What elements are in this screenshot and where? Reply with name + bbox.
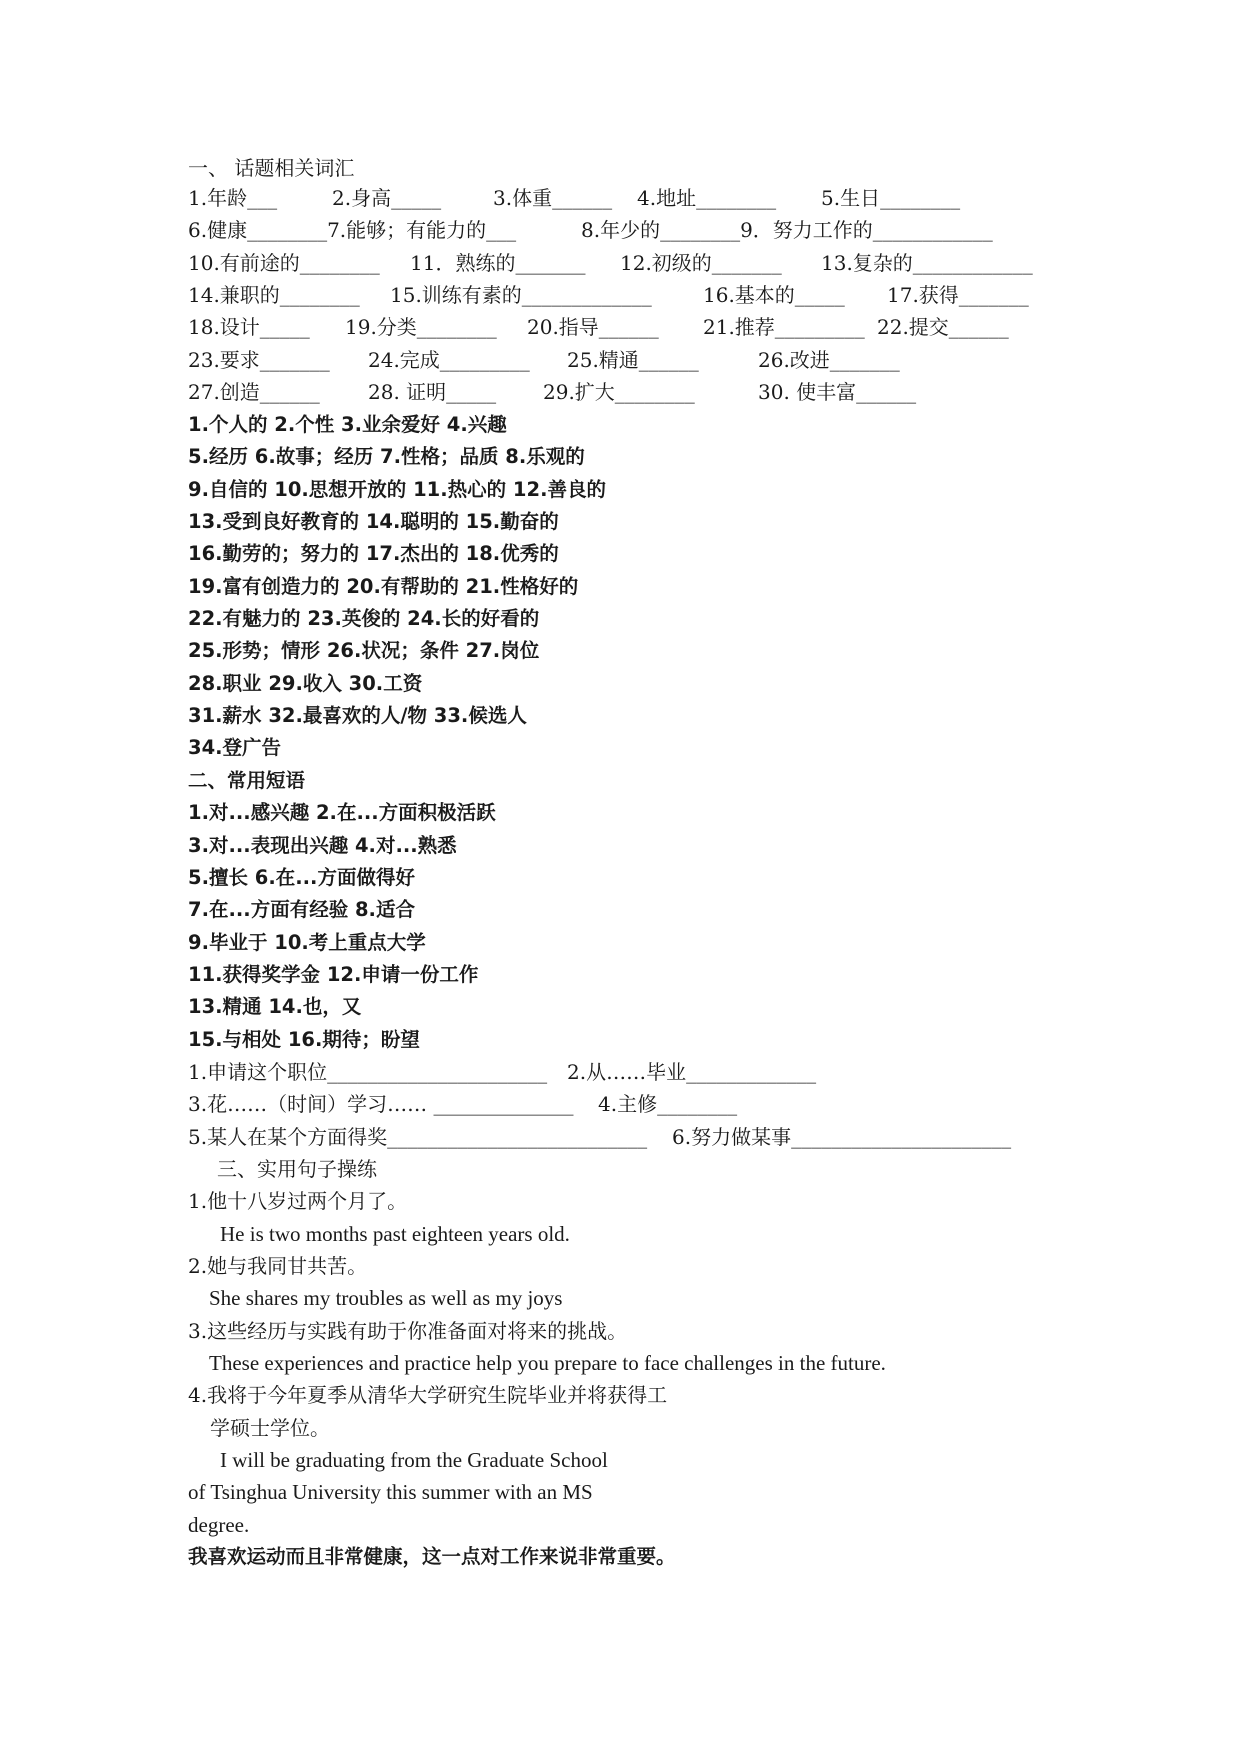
vocab-item: 18.设计_____	[188, 315, 310, 339]
vocab-item: 3.体重______	[493, 186, 613, 210]
bold-vocab-line: 25.形势；情形 26.状况；条件 27.岗位	[188, 639, 540, 662]
vocab-item: 26.改进_______	[758, 348, 900, 372]
sentence-en: I will be graduating from the Graduate School	[220, 1448, 608, 1472]
vocab-item: 29.扩大________	[543, 380, 695, 404]
sentence-en: degree.	[188, 1513, 250, 1537]
vocab-item: 13.复杂的____________	[821, 251, 1033, 275]
vocab-item: 27.创造______	[188, 380, 320, 404]
sentence-en: He is two months past eighteen years old.	[220, 1222, 570, 1246]
fill-item: 3.花……（时间）学习…… ______________	[188, 1092, 574, 1116]
vocab-item: 10.有前途的________	[188, 251, 380, 275]
phrase-line: 7.在...方面有经验 8.适合	[188, 898, 415, 921]
phrase-line: 5.擅长 6.在...方面做得好	[188, 866, 415, 889]
vocab-item: 8.年少的________9．努力工作的____________	[581, 218, 993, 242]
final-bold-sentence: 我喜欢运动而且非常健康，这一点对工作来说非常重要。	[188, 1545, 676, 1568]
bold-vocab-line: 22.有魅力的 23.英俊的 24.长的好看的	[188, 607, 540, 630]
sentence-cn: 3.这些经历与实践有助于你准备面对将来的挑战。	[188, 1319, 628, 1343]
phrase-line: 3.对...表现出兴趣 4.对...熟悉	[188, 834, 457, 857]
section2-heading: 二、常用短语	[188, 769, 306, 792]
bold-vocab-line: 28.职业 29.收入 30.工资	[188, 672, 423, 695]
phrase-line: 13.精通 14.也，又	[188, 995, 362, 1018]
sentence-en: of Tsinghua University this summer with an MS	[188, 1480, 593, 1504]
sentence-cn: 1.他十八岁过两个月了。	[188, 1189, 408, 1213]
fill-item: 2.从……毕业_____________	[567, 1060, 817, 1084]
vocab-item: 6.健康________7.能够；有能力的___	[188, 218, 517, 242]
vocab-item: 21.推荐_________	[703, 315, 865, 339]
sentence-cn: 4.我将于今年夏季从清华大学研究生院毕业并将获得工	[188, 1383, 668, 1407]
vocab-item: 16.基本的_____	[703, 283, 845, 307]
vocab-item: 1.年龄___	[188, 186, 278, 210]
vocab-item: 23.要求_______	[188, 348, 330, 372]
section3-heading: 三、实用句子操练	[217, 1157, 377, 1181]
vocab-item: 17.获得_______	[887, 283, 1029, 307]
bold-vocab-line: 9.自信的 10.思想开放的 11.热心的 12.善良的	[188, 478, 606, 501]
vocab-item: 22.提交______	[877, 315, 1009, 339]
vocab-item: 28. 证明_____	[368, 380, 497, 404]
vocab-item: 11．熟练的_______	[410, 251, 586, 275]
vocab-item: 5.生日________	[821, 186, 961, 210]
sentence-cn: 2.她与我同甘共苦。	[188, 1254, 368, 1278]
fill-item: 5.某人在某个方面得奖__________________________	[188, 1125, 648, 1149]
phrase-line: 9.毕业于 10.考上重点大学	[188, 931, 426, 954]
bold-vocab-line: 19.富有创造力的 20.有帮助的 21.性格好的	[188, 575, 579, 598]
phrase-line: 15.与相处 16.期待；盼望	[188, 1028, 420, 1051]
vocab-item: 15.训练有素的_____________	[390, 283, 652, 307]
fill-item: 4.主修________	[598, 1092, 738, 1116]
bold-vocab-line: 34.登广告	[188, 736, 282, 759]
vocab-item: 24.完成_________	[368, 348, 530, 372]
vocab-item: 4.地址________	[637, 186, 777, 210]
vocab-item: 25.精通______	[567, 348, 699, 372]
vocab-item: 14.兼职的________	[188, 283, 360, 307]
bold-vocab-line: 13.受到良好教育的 14.聪明的 15.勤奋的	[188, 510, 559, 533]
sentence-en: These experiences and practice help you prepare to face challenges in the future.	[209, 1351, 886, 1375]
section1-heading: 一、 话题相关词汇	[188, 156, 355, 180]
bold-vocab-line: 1.个人的 2.个性 3.业余爱好 4.兴趣	[188, 413, 507, 436]
sentence-cn: 学硕士学位。	[210, 1416, 330, 1440]
vocab-item: 2.身高_____	[332, 186, 442, 210]
fill-item: 6.努力做某事______________________	[672, 1125, 1012, 1149]
fill-item: 1.申请这个职位______________________	[188, 1060, 548, 1084]
vocab-item: 19.分类________	[345, 315, 497, 339]
bold-vocab-line: 31.薪水 32.最喜欢的人/物 33.候选人	[188, 704, 527, 727]
vocab-item: 12.初级的_______	[620, 251, 782, 275]
vocab-item: 30. 使丰富______	[758, 380, 917, 404]
bold-vocab-line: 16.勤劳的；努力的 17.杰出的 18.优秀的	[188, 542, 559, 565]
bold-vocab-line: 5.经历 6.故事；经历 7.性格；品质 8.乐观的	[188, 445, 585, 468]
phrase-line: 1.对...感兴趣 2.在...方面积极活跃	[188, 801, 496, 824]
phrase-line: 11.获得奖学金 12.申请一份工作	[188, 963, 479, 986]
vocab-item: 20.指导______	[527, 315, 659, 339]
sentence-en: She shares my troubles as well as my joys	[209, 1286, 563, 1310]
